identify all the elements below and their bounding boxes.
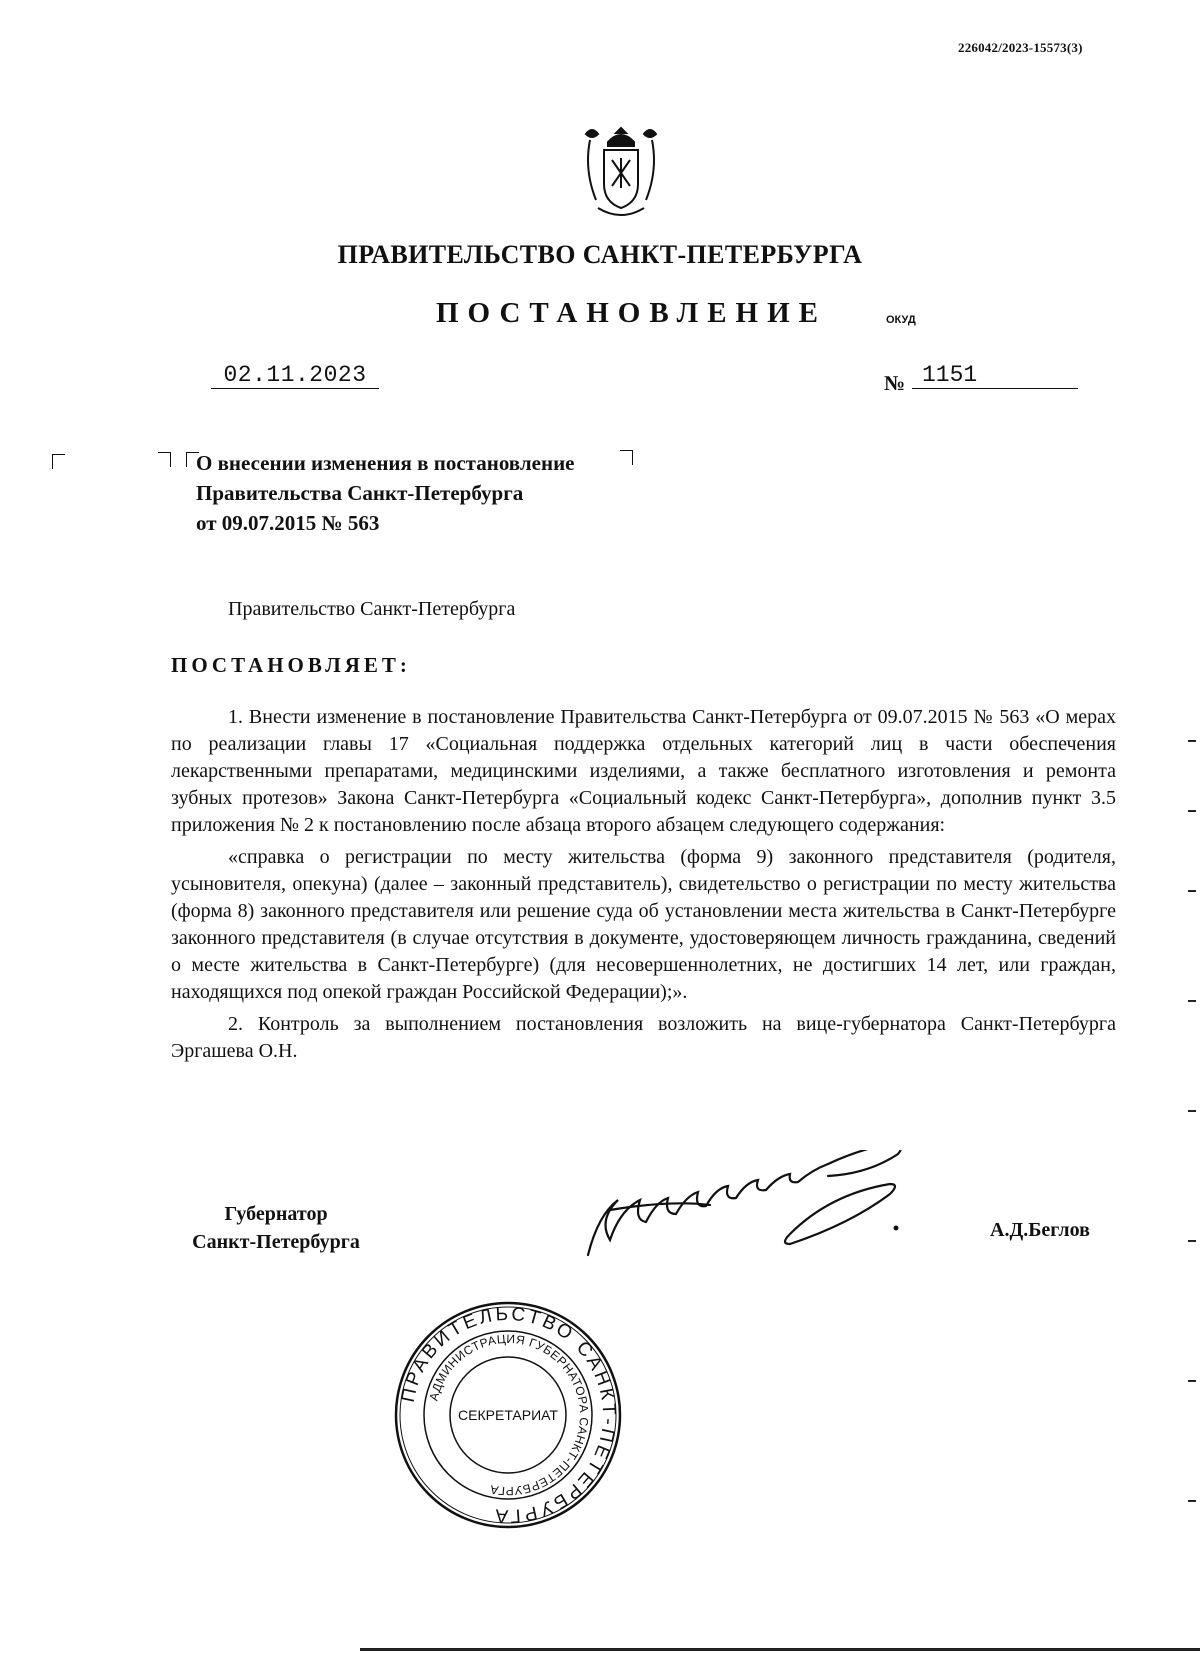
- decree-body: [171, 704, 1116, 1065]
- number-field: [912, 362, 1078, 389]
- subject-line: О внесении изменения в постановление: [196, 451, 575, 475]
- coat-of-arms-emblem: [578, 124, 664, 220]
- handwritten-signature: [580, 1150, 970, 1265]
- signatory-name: А.Д.Беглов: [990, 1219, 1090, 1241]
- margin-mark: [1188, 1000, 1196, 1002]
- signatory-role-line: Губернатор: [224, 1203, 328, 1225]
- seal-center-text: СЕКРЕТАРИАТ: [458, 1407, 558, 1423]
- registration-number: 226042/2023-15573(3): [958, 40, 1083, 55]
- margin-mark: [1188, 810, 1196, 812]
- seal-inner-text: АДМИНИСТРАЦИЯ ГУБЕРНАТОРА САНКТ-ПЕТЕРБУРГА: [426, 1331, 592, 1499]
- subject-line: Правительства Санкт-Петербурга: [196, 481, 524, 505]
- number-label: №: [884, 371, 906, 395]
- paragraph: «справка о регистрации по месту жительства (форма 9) законного представителя (родителя, усыновителя, опекуна) (далее – законный представитель), свидетельство о регистрации по месту жительства (форма 8) законного представителя или решение суда об установлении места жительства в Санкт-Петербурге законного представителя (в случае отсутствия в документе, удостоверяющем личность гражданина, сведений о месте жительства в Санкт-Петербурге) (для несовершеннолетних, не достигших 14 лет, или граждан, находящихся под опекой граждан Российской Федерации);».: [171, 846, 1116, 1003]
- paragraph: 1. Внести изменение в постановление Правительства Санкт-Петербурга от 09.07.2015 № 563 «О мерах по реализации главы 17 «Социальная поддержка отдельных категорий лиц в части обеспечения лекарственными препаратами, медицинскими изделиями, а также бесплатного изготовления и ремонта зубных протезов» Закона Санкт-Петербурга «Социальный кодекс Санкт-Петербурга», дополнив пункт 3.5 приложения № 2 к постановлению после абзаца второго абзацем следующего содержания:: [171, 706, 1116, 836]
- corner-mark: [158, 452, 171, 467]
- decree-title: ПОСТАНОВЛЕНИЕ: [436, 297, 828, 329]
- seal-outer-text: ПРАВИТЕЛЬСТВО САНКТ-ПЕТЕРБУРГА: [397, 1303, 620, 1527]
- margin-mark: [1188, 1110, 1196, 1112]
- decree-subject: [196, 448, 575, 538]
- margin-mark: [1188, 740, 1196, 742]
- margin-mark: [1188, 890, 1196, 892]
- corner-mark: [620, 450, 633, 465]
- date-field: [211, 362, 379, 389]
- okud-label: ОКУД: [886, 314, 916, 326]
- decree-number: 1151: [922, 362, 978, 388]
- signatory-role-line: Санкт-Петербурга: [192, 1231, 360, 1253]
- margin-mark: [1188, 1380, 1196, 1382]
- subject-line: от 09.07.2015 № 563: [196, 511, 380, 535]
- bottom-scan-edge: [360, 1648, 1200, 1651]
- official-seal: [393, 1300, 623, 1530]
- corner-mark: [52, 454, 65, 469]
- margin-mark: [1188, 1240, 1196, 1242]
- resolves-heading: ПОСТАНОВЛЯЕТ:: [171, 653, 411, 677]
- government-title: ПРАВИТЕЛЬСТВО САНКТ-ПЕТЕРБУРГА: [337, 240, 863, 269]
- paragraph: 2. Контроль за выполнением постановления возложить на вице-губернатора Санкт-Петербурга Эргашева О.Н.: [171, 1013, 1116, 1062]
- decree-date: 02.11.2023: [223, 362, 367, 388]
- margin-mark: [1188, 1500, 1196, 1502]
- preamble: Правительство Санкт-Петербурга: [228, 598, 516, 620]
- signatory-role: [171, 1200, 381, 1256]
